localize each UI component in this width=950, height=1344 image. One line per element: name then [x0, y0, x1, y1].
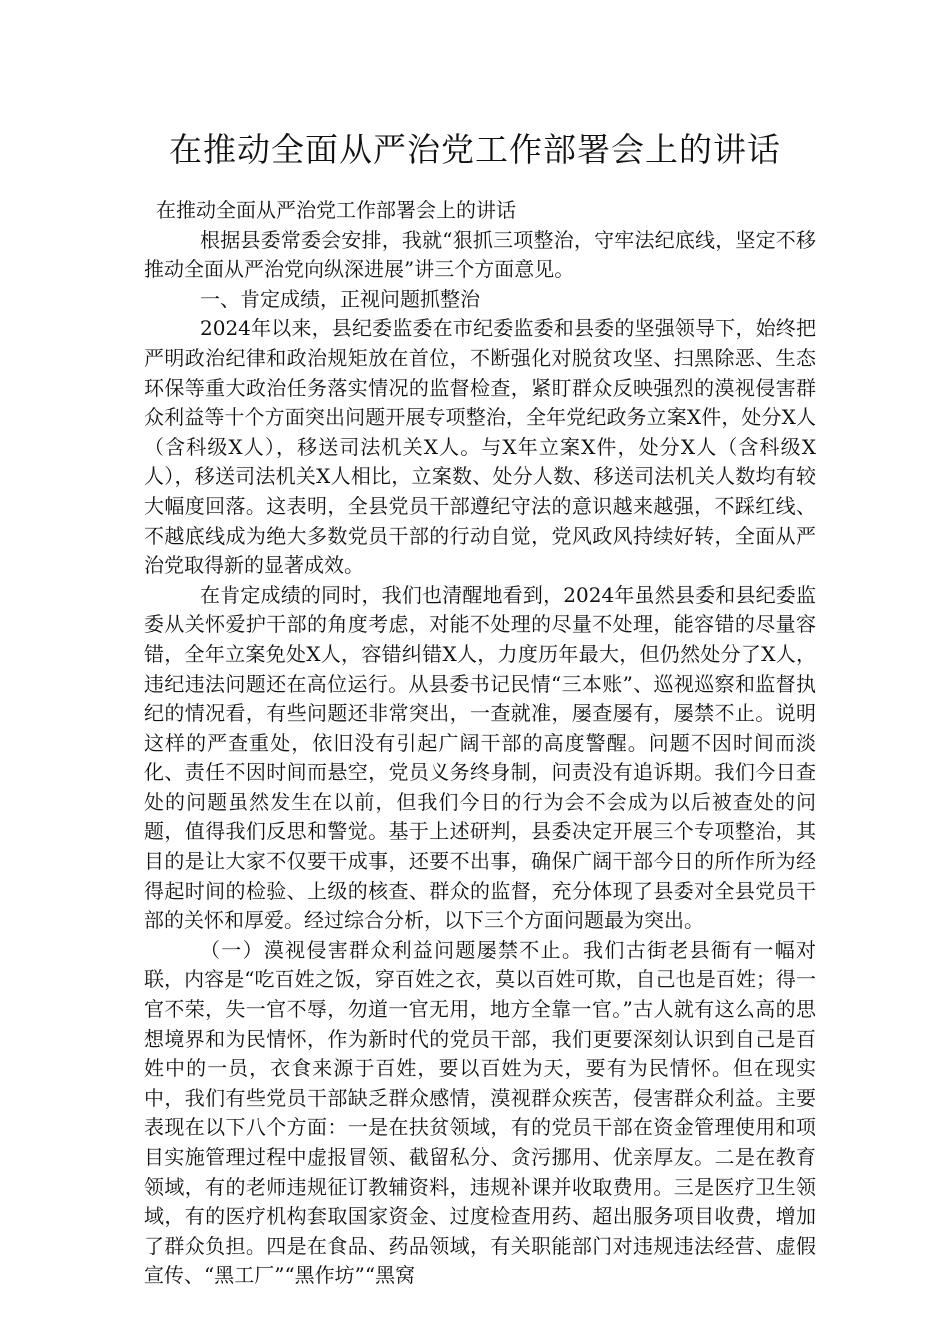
section-heading-1: 一、肯定成绩，正视问题抓整治 — [200, 286, 480, 311]
document-title: 在推动全面从严治党工作部署会上的讲话 — [169, 130, 781, 169]
document-body — [144, 196, 816, 1291]
paragraph-achievements: 2024年以来，县纪委监委在市纪委监委和县委的坚强领导下，始终把严明政治纪律和政治规矩放在首位，不断强化对脱贫攻坚、扫黑除恶、生态环保等重大政治任务落实情况的监督检查，紧盯群众反映强烈的漠视侵害群众利益等十个方面突出问题开展专项整治，全年党纪政务立案X件，处分X人（含科级X人），移送司法机关X人。与X年立案X件，处分X人（含科级X人），移送司法机关X人相比，立案数、处分人数、移送司法机关人数均有较大幅度回落。这表明，全县党员干部遵纪守法的意识越来越强，不踩红线、不越底线成为绝大多数党员干部的行动自觉，党风政风持续好转，全面从严治党取得新的显著成效。 — [144, 316, 816, 578]
paragraph-problems: 在肯定成绩的同时，我们也清醒地看到，2024年虽然县委和县纪委监委从关怀爱护干部的角度考虑，对能不处理的尽量不处理，能容错的尽量容错，全年立案免处X人，容错纠错X人，力度历年最大，但仍然处分了X人，违纪违法问题还在高位运行。从县委书记民情“三本账”、巡视巡察和监督执纪的情况看，有些问题还非常突出，一查就准，屡查屡有，屡禁不止。说明这样的严查重处，依旧没有引起广阔干部的高度警醒。问题不因时间而淡化、责任不因时间而悬空，党员义务终身制，问责没有追诉期。我们今日查处的问题虽然发生在以前，但我们今日的行为会不会成为以后被查处的问题，值得我们反思和警觉。基于上述研判，县委决定开展三个专项整治，其目的是让大家不仅要干成事，还要不出事，确保广阔干部今日的所作所为经得起时间的检验、上级的核查、群众的监督，充分体现了县委对全县党员干部的关怀和厚爱。经过综合分析，以下三个方面问题最为突出。 — [144, 582, 816, 933]
document-subtitle: 在推动全面从严治党工作部署会上的讲话 — [156, 198, 516, 222]
paragraph-issue-1: （一）漠视侵害群众利益问题屡禁不止。我们古街老县衙有一幅对联，内容是“吃百姓之饭，穿百姓之衣，莫以百姓可欺，自己也是百姓；得一官不荣，失一官不辱，勿道一官无用，地方全靠一官。”古人就有这么高的思想境界和为民情怀，作为新时代的党员干部，我们更要深刻认识到自己是百姓中的一员，衣食来源于百姓，要以百姓为天，要有为民情怀。但在现实中，我们有些党员干部缺乏群众感情，漠视群众疾苦，侵害群众利益。主要表现在以下八个方面：一是在扶贫领域，有的党员干部在资金管理使用和项目实施管理过程中虚报冒领、截留私分、贪污挪用、优亲厚友。二是在教育领域，有的老师违规征订教辅资料，违规补课并收取费用。三是医疗卫生领域，有的医疗机构套取国家资金、过度检查用药、超出服务项目收费，增加了群众负担。四是在食品、药品领域，有关职能部门对违规违法经营、虚假宣传、“黑工厂”“黑作坊”“黑窝 — [144, 937, 816, 1288]
paragraph-intro: 根据县委常委会安排，我就“狠抓三项整治，守牢法纪底线，坚定不移推动全面从严治党向纵深进展”讲三个方面意见。 — [144, 227, 816, 282]
